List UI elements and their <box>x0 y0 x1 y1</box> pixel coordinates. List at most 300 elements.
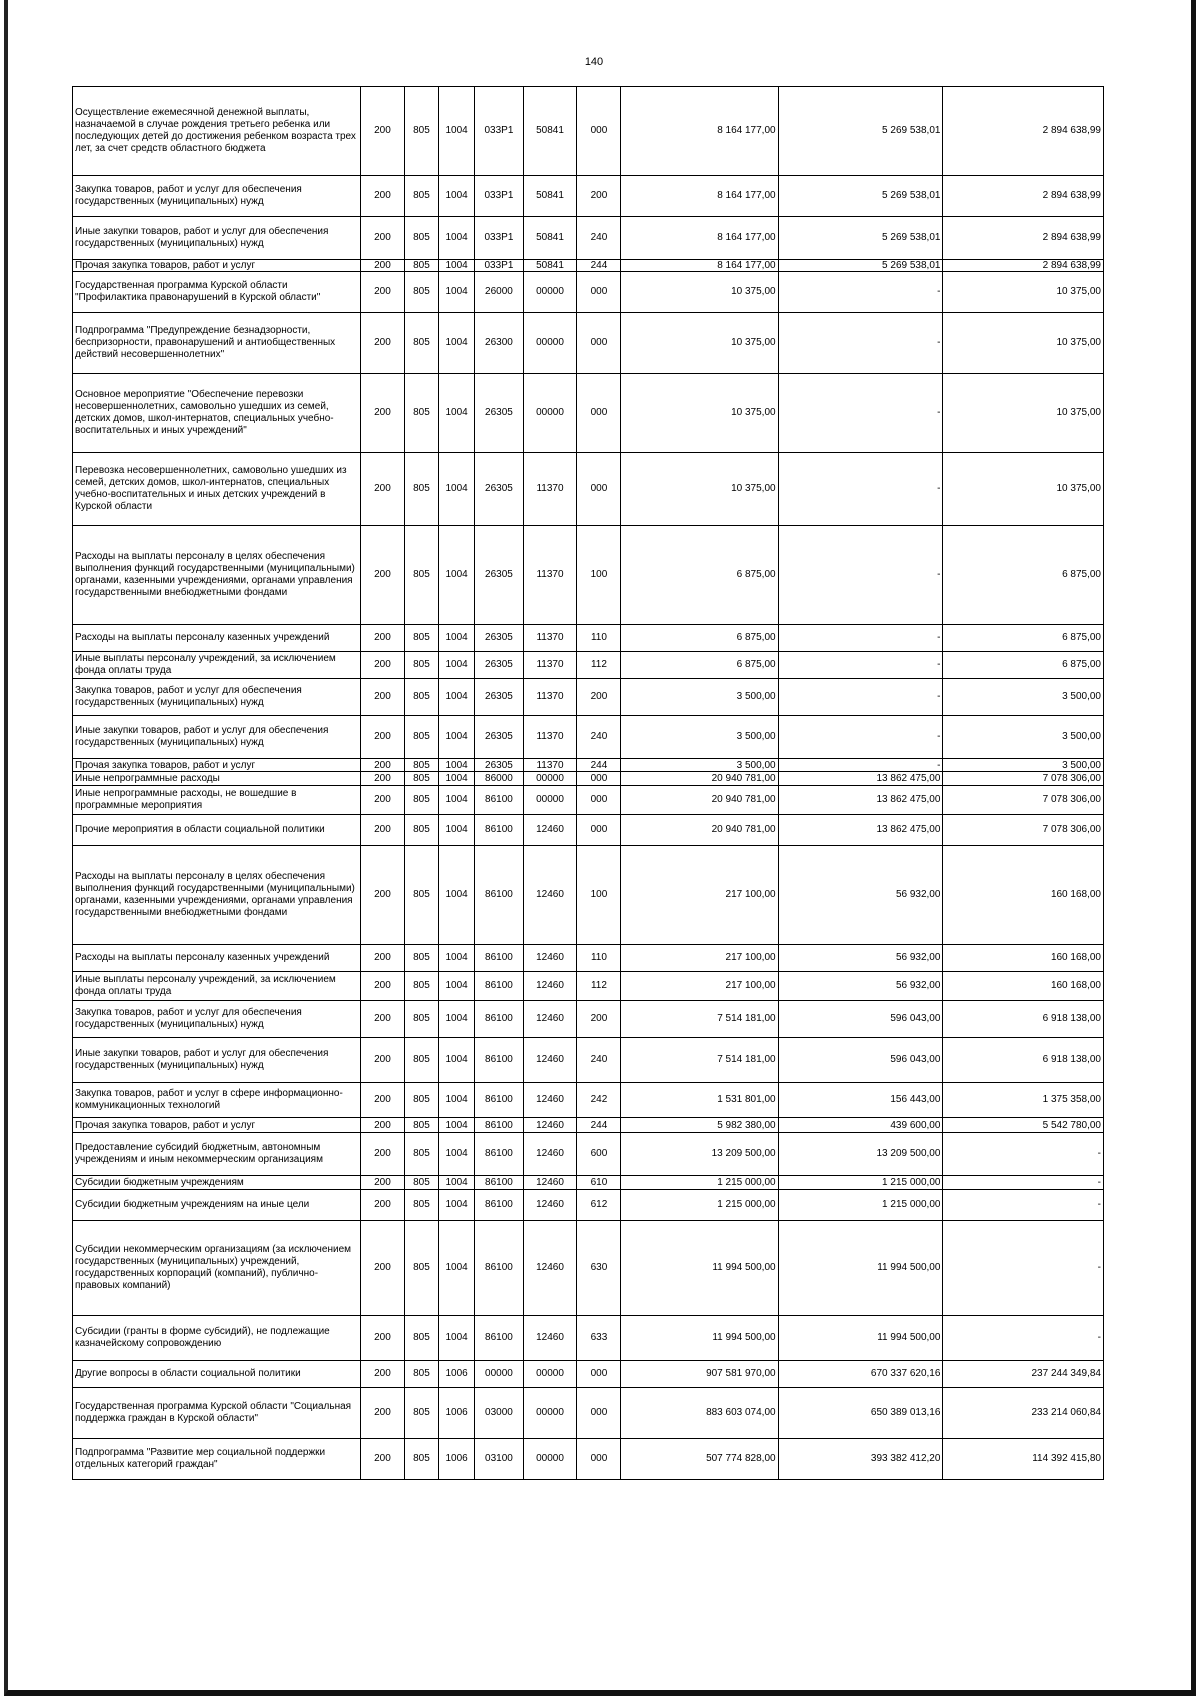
code-ministry-cell: 805 <box>404 786 438 815</box>
amount-executed-cell: - <box>778 652 943 679</box>
code-admin-cell: 200 <box>360 526 404 625</box>
code-expense-type-cell: 000 <box>577 453 621 526</box>
code-direction-cell: 00000 <box>523 772 577 786</box>
amount-executed-cell: 5 269 538,01 <box>778 217 943 260</box>
code-direction-cell: 11370 <box>523 759 577 772</box>
code-ministry-cell: 805 <box>404 526 438 625</box>
code-expense-type-cell: 242 <box>577 1083 621 1118</box>
amount-executed-cell: - <box>778 526 943 625</box>
code-section-cell: 1004 <box>438 625 474 652</box>
code-section-cell: 1004 <box>438 846 474 945</box>
table-row <box>73 1118 1104 1133</box>
table-body <box>73 87 1104 1480</box>
row-name-cell: Прочая закупка товаров, работ и услуг <box>73 260 361 272</box>
amount-remaining-cell: 3 500,00 <box>943 679 1104 716</box>
code-program-cell: 26305 <box>475 759 523 772</box>
code-direction-cell: 12460 <box>523 1190 577 1221</box>
table-row <box>73 1388 1104 1439</box>
amount-executed-cell: - <box>778 716 943 759</box>
code-section-cell: 1006 <box>438 1388 474 1439</box>
amount-executed-cell: 650 389 013,16 <box>778 1388 943 1439</box>
amount-planned-cell: 1 531 801,00 <box>621 1083 778 1118</box>
table-row <box>73 759 1104 772</box>
code-admin-cell: 200 <box>360 1038 404 1083</box>
code-direction-cell: 11370 <box>523 652 577 679</box>
code-admin-cell: 200 <box>360 716 404 759</box>
code-program-cell: 03100 <box>475 1439 523 1480</box>
code-admin-cell: 200 <box>360 815 404 846</box>
code-program-cell: 86100 <box>475 945 523 972</box>
table-row <box>73 625 1104 652</box>
table-row <box>73 1190 1104 1221</box>
code-ministry-cell: 805 <box>404 846 438 945</box>
code-section-cell: 1004 <box>438 815 474 846</box>
code-admin-cell: 200 <box>360 1439 404 1480</box>
code-admin-cell: 200 <box>360 1316 404 1361</box>
amount-planned-cell: 5 982 380,00 <box>621 1118 778 1133</box>
code-admin-cell: 200 <box>360 772 404 786</box>
amount-remaining-cell: 6 875,00 <box>943 652 1104 679</box>
code-section-cell: 1004 <box>438 759 474 772</box>
amount-remaining-cell: 3 500,00 <box>943 716 1104 759</box>
row-name-cell: Подпрограмма "Развитие мер социальной поддержки отдельных категорий граждан" <box>73 1439 361 1480</box>
code-expense-type-cell: 244 <box>577 1118 621 1133</box>
amount-remaining-cell: 7 078 306,00 <box>943 786 1104 815</box>
code-section-cell: 1004 <box>438 1133 474 1176</box>
code-program-cell: 26300 <box>475 313 523 374</box>
table-row <box>73 1038 1104 1083</box>
code-ministry-cell: 805 <box>404 815 438 846</box>
row-name-cell: Субсидии бюджетным учреждениям на иные цели <box>73 1190 361 1221</box>
code-section-cell: 1004 <box>438 945 474 972</box>
table-row <box>73 217 1104 260</box>
code-direction-cell: 00000 <box>523 1361 577 1388</box>
code-ministry-cell: 805 <box>404 1316 438 1361</box>
amount-planned-cell: 217 100,00 <box>621 945 778 972</box>
code-program-cell: 00000 <box>475 1361 523 1388</box>
code-section-cell: 1004 <box>438 716 474 759</box>
amount-planned-cell: 10 375,00 <box>621 374 778 453</box>
code-program-cell: 86100 <box>475 786 523 815</box>
code-program-cell: 26305 <box>475 652 523 679</box>
code-program-cell: 86100 <box>475 1190 523 1221</box>
code-program-cell: 86100 <box>475 1001 523 1038</box>
amount-executed-cell: 156 443,00 <box>778 1083 943 1118</box>
code-ministry-cell: 805 <box>404 1439 438 1480</box>
amount-remaining-cell: 3 500,00 <box>943 759 1104 772</box>
code-expense-type-cell: 240 <box>577 217 621 260</box>
code-program-cell: 26305 <box>475 453 523 526</box>
amount-planned-cell: 217 100,00 <box>621 846 778 945</box>
code-section-cell: 1004 <box>438 1118 474 1133</box>
table-row <box>73 1133 1104 1176</box>
amount-executed-cell: 1 215 000,00 <box>778 1176 943 1190</box>
budget-table <box>72 86 1104 1480</box>
code-program-cell: 86100 <box>475 1083 523 1118</box>
code-section-cell: 1004 <box>438 652 474 679</box>
code-admin-cell: 200 <box>360 87 404 176</box>
row-name-cell: Расходы на выплаты персоналу казенных учреждений <box>73 945 361 972</box>
row-name-cell: Иные закупки товаров, работ и услуг для обеспечения государственных (муниципальных) нужд <box>73 716 361 759</box>
code-expense-type-cell: 630 <box>577 1221 621 1316</box>
code-ministry-cell: 805 <box>404 217 438 260</box>
code-ministry-cell: 805 <box>404 716 438 759</box>
amount-executed-cell: 13 862 475,00 <box>778 815 943 846</box>
code-expense-type-cell: 110 <box>577 945 621 972</box>
code-ministry-cell: 805 <box>404 1221 438 1316</box>
code-ministry-cell: 805 <box>404 1133 438 1176</box>
code-section-cell: 1004 <box>438 679 474 716</box>
code-direction-cell: 50841 <box>523 176 577 217</box>
row-name-cell: Субсидии (гранты в форме субсидий), не подлежащие казначейскому сопровождению <box>73 1316 361 1361</box>
code-admin-cell: 200 <box>360 625 404 652</box>
code-admin-cell: 200 <box>360 1133 404 1176</box>
code-program-cell: 033P1 <box>475 176 523 217</box>
row-name-cell: Перевозка несовершеннолетних, самовольно ушедших из семей, детских домов, школ-интернатов, специальных учебно-воспитательных и иных детских учреждений в Курской области <box>73 453 361 526</box>
table-row <box>73 374 1104 453</box>
amount-executed-cell: 393 382 412,20 <box>778 1439 943 1480</box>
code-ministry-cell: 805 <box>404 272 438 313</box>
amount-executed-cell: 5 269 538,01 <box>778 260 943 272</box>
code-section-cell: 1004 <box>438 272 474 313</box>
amount-executed-cell: - <box>778 625 943 652</box>
code-expense-type-cell: 110 <box>577 625 621 652</box>
code-section-cell: 1004 <box>438 1083 474 1118</box>
amount-planned-cell: 20 940 781,00 <box>621 815 778 846</box>
code-direction-cell: 00000 <box>523 1439 577 1480</box>
code-ministry-cell: 805 <box>404 625 438 652</box>
code-ministry-cell: 805 <box>404 1176 438 1190</box>
code-direction-cell: 00000 <box>523 272 577 313</box>
row-name-cell: Иные выплаты персоналу учреждений, за исключением фонда оплаты труда <box>73 972 361 1001</box>
code-ministry-cell: 805 <box>404 1190 438 1221</box>
code-direction-cell: 12460 <box>523 1038 577 1083</box>
row-name-cell: Расходы на выплаты персоналу в целях обеспечения выполнения функций государственными (муниципальными) органами, казенными учреждениями, органами управления государственными внебюджетными фондами <box>73 526 361 625</box>
code-program-cell: 86000 <box>475 772 523 786</box>
table-row <box>73 260 1104 272</box>
code-expense-type-cell: 244 <box>577 260 621 272</box>
table-row <box>73 1221 1104 1316</box>
table-row <box>73 526 1104 625</box>
code-admin-cell: 200 <box>360 1221 404 1316</box>
amount-executed-cell: - <box>778 679 943 716</box>
row-name-cell: Иные непрограммные расходы, не вошедшие в программные мероприятия <box>73 786 361 815</box>
code-expense-type-cell: 000 <box>577 272 621 313</box>
code-direction-cell: 11370 <box>523 716 577 759</box>
code-admin-cell: 200 <box>360 272 404 313</box>
amount-remaining-cell: 160 168,00 <box>943 846 1104 945</box>
amount-planned-cell: 3 500,00 <box>621 759 778 772</box>
code-expense-type-cell: 610 <box>577 1176 621 1190</box>
amount-planned-cell: 507 774 828,00 <box>621 1439 778 1480</box>
code-program-cell: 86100 <box>475 815 523 846</box>
code-section-cell: 1006 <box>438 1439 474 1480</box>
amount-remaining-cell: 7 078 306,00 <box>943 772 1104 786</box>
amount-executed-cell: - <box>778 374 943 453</box>
code-admin-cell: 200 <box>360 1083 404 1118</box>
code-expense-type-cell: 200 <box>577 176 621 217</box>
code-ministry-cell: 805 <box>404 1388 438 1439</box>
code-direction-cell: 12460 <box>523 1133 577 1176</box>
code-admin-cell: 200 <box>360 1361 404 1388</box>
code-direction-cell: 12460 <box>523 945 577 972</box>
code-expense-type-cell: 112 <box>577 972 621 1001</box>
amount-planned-cell: 907 581 970,00 <box>621 1361 778 1388</box>
code-direction-cell: 12460 <box>523 1001 577 1038</box>
code-expense-type-cell: 244 <box>577 759 621 772</box>
table-row <box>73 815 1104 846</box>
amount-planned-cell: 8 164 177,00 <box>621 87 778 176</box>
code-program-cell: 86100 <box>475 846 523 945</box>
amount-executed-cell: 5 269 538,01 <box>778 87 943 176</box>
amount-remaining-cell: 5 542 780,00 <box>943 1118 1104 1133</box>
row-name-cell: Другие вопросы в области социальной политики <box>73 1361 361 1388</box>
code-section-cell: 1004 <box>438 1221 474 1316</box>
code-ministry-cell: 805 <box>404 1038 438 1083</box>
code-section-cell: 1004 <box>438 453 474 526</box>
code-section-cell: 1004 <box>438 1316 474 1361</box>
amount-executed-cell: 11 994 500,00 <box>778 1316 943 1361</box>
code-direction-cell: 12460 <box>523 1083 577 1118</box>
row-name-cell: Прочая закупка товаров, работ и услуг <box>73 1118 361 1133</box>
amount-remaining-cell: 160 168,00 <box>943 945 1104 972</box>
code-ministry-cell: 805 <box>404 1083 438 1118</box>
code-admin-cell: 200 <box>360 217 404 260</box>
amount-executed-cell: 596 043,00 <box>778 1001 943 1038</box>
code-section-cell: 1004 <box>438 1190 474 1221</box>
code-admin-cell: 200 <box>360 945 404 972</box>
code-ministry-cell: 805 <box>404 679 438 716</box>
code-direction-cell: 50841 <box>523 217 577 260</box>
code-direction-cell: 12460 <box>523 1176 577 1190</box>
code-direction-cell: 12460 <box>523 846 577 945</box>
code-expense-type-cell: 000 <box>577 87 621 176</box>
amount-planned-cell: 1 215 000,00 <box>621 1190 778 1221</box>
row-name-cell: Подпрограмма "Предупреждение безнадзорности, беспризорности, правонарушений и антиобщественных действий несовершеннолетних" <box>73 313 361 374</box>
table-row <box>73 87 1104 176</box>
code-admin-cell: 200 <box>360 374 404 453</box>
code-ministry-cell: 805 <box>404 972 438 1001</box>
table-row <box>73 652 1104 679</box>
amount-planned-cell: 11 994 500,00 <box>621 1316 778 1361</box>
code-ministry-cell: 805 <box>404 313 438 374</box>
amount-remaining-cell: 10 375,00 <box>943 313 1104 374</box>
code-direction-cell: 12460 <box>523 972 577 1001</box>
code-expense-type-cell: 600 <box>577 1133 621 1176</box>
code-section-cell: 1004 <box>438 972 474 1001</box>
table-row <box>73 1439 1104 1480</box>
amount-planned-cell: 11 994 500,00 <box>621 1221 778 1316</box>
code-program-cell: 26305 <box>475 679 523 716</box>
row-name-cell: Субсидии некоммерческим организациям (за исключением государственных (муниципальных) учреждений, государственных корпораций (компаний), публично-правовых компаний) <box>73 1221 361 1316</box>
code-expense-type-cell: 000 <box>577 1361 621 1388</box>
code-program-cell: 86100 <box>475 1118 523 1133</box>
code-section-cell: 1004 <box>438 87 474 176</box>
code-expense-type-cell: 000 <box>577 313 621 374</box>
amount-remaining-cell: 6 875,00 <box>943 625 1104 652</box>
amount-planned-cell: 10 375,00 <box>621 272 778 313</box>
amount-remaining-cell: 2 894 638,99 <box>943 87 1104 176</box>
code-expense-type-cell: 000 <box>577 374 621 453</box>
amount-planned-cell: 8 164 177,00 <box>621 176 778 217</box>
row-name-cell: Государственная программа Курской области "Социальная поддержка граждан в Курской области" <box>73 1388 361 1439</box>
amount-executed-cell: 439 600,00 <box>778 1118 943 1133</box>
code-direction-cell: 11370 <box>523 526 577 625</box>
amount-remaining-cell: 2 894 638,99 <box>943 217 1104 260</box>
amount-executed-cell: - <box>778 759 943 772</box>
code-program-cell: 86100 <box>475 972 523 1001</box>
code-program-cell: 03000 <box>475 1388 523 1439</box>
code-admin-cell: 200 <box>360 652 404 679</box>
amount-planned-cell: 3 500,00 <box>621 679 778 716</box>
code-expense-type-cell: 000 <box>577 786 621 815</box>
code-program-cell: 86100 <box>475 1038 523 1083</box>
code-section-cell: 1004 <box>438 260 474 272</box>
row-name-cell: Осуществление ежемесячной денежной выплаты, назначаемой в случае рождения третьего ребенка или последующих детей до достижения ребенком возраста трех лет, за счет средств областного бюджета <box>73 87 361 176</box>
row-name-cell: Расходы на выплаты персоналу казенных учреждений <box>73 625 361 652</box>
table-row <box>73 679 1104 716</box>
code-direction-cell: 12460 <box>523 1118 577 1133</box>
code-direction-cell: 00000 <box>523 313 577 374</box>
code-ministry-cell: 805 <box>404 1001 438 1038</box>
table-row <box>73 1361 1104 1388</box>
code-admin-cell: 200 <box>360 1190 404 1221</box>
code-ministry-cell: 805 <box>404 759 438 772</box>
row-name-cell: Закупка товаров, работ и услуг в сфере информационно-коммуникационных технологий <box>73 1083 361 1118</box>
row-name-cell: Прочие мероприятия в области социальной политики <box>73 815 361 846</box>
code-admin-cell: 200 <box>360 1001 404 1038</box>
code-section-cell: 1006 <box>438 1361 474 1388</box>
code-ministry-cell: 805 <box>404 772 438 786</box>
code-direction-cell: 12460 <box>523 1221 577 1316</box>
amount-executed-cell: 13 862 475,00 <box>778 786 943 815</box>
code-ministry-cell: 805 <box>404 374 438 453</box>
table-row <box>73 846 1104 945</box>
code-admin-cell: 200 <box>360 786 404 815</box>
amount-executed-cell: 11 994 500,00 <box>778 1221 943 1316</box>
amount-remaining-cell: 10 375,00 <box>943 453 1104 526</box>
amount-remaining-cell: 114 392 415,80 <box>943 1439 1104 1480</box>
code-direction-cell: 11370 <box>523 625 577 652</box>
code-program-cell: 26000 <box>475 272 523 313</box>
table-row <box>73 1001 1104 1038</box>
code-section-cell: 1004 <box>438 217 474 260</box>
amount-planned-cell: 10 375,00 <box>621 453 778 526</box>
code-section-cell: 1004 <box>438 1038 474 1083</box>
code-direction-cell: 50841 <box>523 260 577 272</box>
code-section-cell: 1004 <box>438 1001 474 1038</box>
code-admin-cell: 200 <box>360 176 404 217</box>
code-direction-cell: 00000 <box>523 1388 577 1439</box>
code-expense-type-cell: 000 <box>577 1388 621 1439</box>
amount-remaining-cell: - <box>943 1133 1104 1176</box>
amount-planned-cell: 20 940 781,00 <box>621 772 778 786</box>
code-section-cell: 1004 <box>438 526 474 625</box>
code-admin-cell: 200 <box>360 1176 404 1190</box>
amount-planned-cell: 6 875,00 <box>621 526 778 625</box>
code-admin-cell: 200 <box>360 453 404 526</box>
amount-remaining-cell: - <box>943 1190 1104 1221</box>
code-program-cell: 033P1 <box>475 260 523 272</box>
amount-remaining-cell: 6 918 138,00 <box>943 1001 1104 1038</box>
amount-planned-cell: 7 514 181,00 <box>621 1001 778 1038</box>
code-ministry-cell: 805 <box>404 453 438 526</box>
amount-remaining-cell: 10 375,00 <box>943 374 1104 453</box>
amount-remaining-cell: 233 214 060,84 <box>943 1388 1104 1439</box>
amount-planned-cell: 8 164 177,00 <box>621 260 778 272</box>
code-section-cell: 1004 <box>438 374 474 453</box>
code-admin-cell: 200 <box>360 1118 404 1133</box>
amount-remaining-cell: - <box>943 1176 1104 1190</box>
code-ministry-cell: 805 <box>404 945 438 972</box>
amount-executed-cell: 1 215 000,00 <box>778 1190 943 1221</box>
amount-executed-cell: 56 932,00 <box>778 972 943 1001</box>
amount-executed-cell: 596 043,00 <box>778 1038 943 1083</box>
code-expense-type-cell: 000 <box>577 815 621 846</box>
code-admin-cell: 200 <box>360 972 404 1001</box>
row-name-cell: Основное мероприятие "Обеспечение перевозки несовершеннолетних, самовольно ушедших из семей, детских домов, школ-интернатов, специальных учебно-воспитательных и иных учреждений" <box>73 374 361 453</box>
amount-executed-cell: 56 932,00 <box>778 945 943 972</box>
code-direction-cell: 12460 <box>523 815 577 846</box>
amount-remaining-cell: 1 375 358,00 <box>943 1083 1104 1118</box>
code-direction-cell: 11370 <box>523 679 577 716</box>
amount-remaining-cell: 7 078 306,00 <box>943 815 1104 846</box>
amount-planned-cell: 10 375,00 <box>621 313 778 374</box>
amount-executed-cell: - <box>778 313 943 374</box>
table-row <box>73 716 1104 759</box>
amount-remaining-cell: 237 244 349,84 <box>943 1361 1104 1388</box>
row-name-cell: Предоставление субсидий бюджетным, автономным учреждениям и иным некоммерческим организациям <box>73 1133 361 1176</box>
amount-executed-cell: 5 269 538,01 <box>778 176 943 217</box>
table-row <box>73 945 1104 972</box>
row-name-cell: Субсидии бюджетным учреждениям <box>73 1176 361 1190</box>
amount-planned-cell: 13 209 500,00 <box>621 1133 778 1176</box>
code-section-cell: 1004 <box>438 786 474 815</box>
amount-remaining-cell: 2 894 638,99 <box>943 260 1104 272</box>
code-direction-cell: 12460 <box>523 1316 577 1361</box>
code-ministry-cell: 805 <box>404 176 438 217</box>
code-ministry-cell: 805 <box>404 1118 438 1133</box>
code-section-cell: 1004 <box>438 1176 474 1190</box>
amount-remaining-cell: 6 918 138,00 <box>943 1038 1104 1083</box>
code-expense-type-cell: 100 <box>577 526 621 625</box>
table-row <box>73 1083 1104 1118</box>
code-program-cell: 86100 <box>475 1133 523 1176</box>
code-program-cell: 26305 <box>475 526 523 625</box>
code-program-cell: 86100 <box>475 1316 523 1361</box>
code-program-cell: 86100 <box>475 1221 523 1316</box>
table-row <box>73 1176 1104 1190</box>
code-admin-cell: 200 <box>360 679 404 716</box>
row-name-cell: Закупка товаров, работ и услуг для обеспечения государственных (муниципальных) нужд <box>73 1001 361 1038</box>
code-expense-type-cell: 240 <box>577 1038 621 1083</box>
row-name-cell: Иные закупки товаров, работ и услуг для обеспечения государственных (муниципальных) нужд <box>73 1038 361 1083</box>
code-expense-type-cell: 633 <box>577 1316 621 1361</box>
code-direction-cell: 00000 <box>523 374 577 453</box>
amount-planned-cell: 6 875,00 <box>621 625 778 652</box>
code-direction-cell: 50841 <box>523 87 577 176</box>
table-row <box>73 272 1104 313</box>
code-program-cell: 26305 <box>475 716 523 759</box>
code-program-cell: 26305 <box>475 374 523 453</box>
amount-executed-cell: 56 932,00 <box>778 846 943 945</box>
amount-remaining-cell: 6 875,00 <box>943 526 1104 625</box>
code-admin-cell: 200 <box>360 313 404 374</box>
code-program-cell: 033P1 <box>475 87 523 176</box>
code-direction-cell: 00000 <box>523 786 577 815</box>
amount-planned-cell: 20 940 781,00 <box>621 786 778 815</box>
amount-planned-cell: 883 603 074,00 <box>621 1388 778 1439</box>
